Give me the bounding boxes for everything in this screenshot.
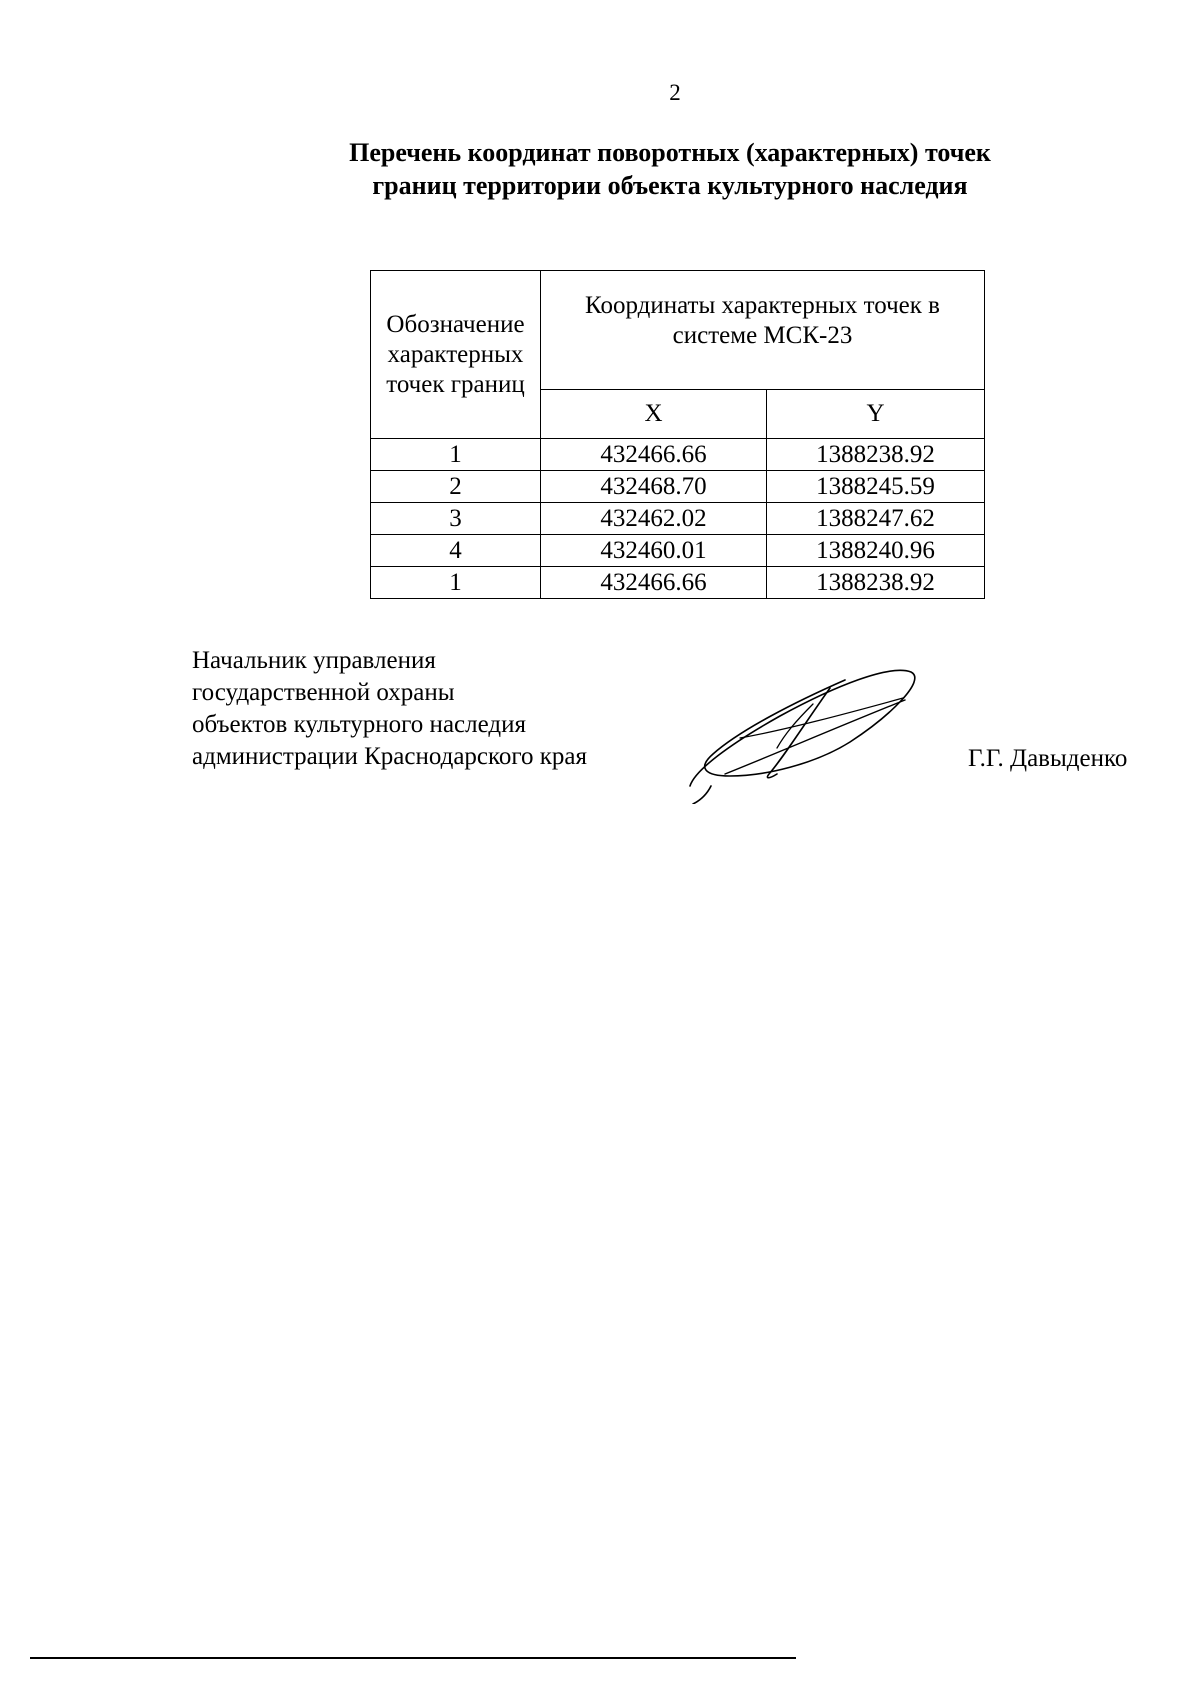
signatory-position xyxy=(192,645,587,773)
point-cell: 3 xyxy=(371,503,541,535)
y-cell: 1388238.92 xyxy=(767,567,985,599)
document-title xyxy=(300,136,1040,202)
header-designation-line: Обозначение xyxy=(386,310,525,338)
table-row xyxy=(371,535,985,567)
header-y: Y xyxy=(767,390,985,439)
signatory-position-line: Начальник управления xyxy=(192,647,436,674)
header-x: X xyxy=(541,390,767,439)
handwritten-signature xyxy=(685,658,925,804)
header-coordinates-line: системе МСК-23 xyxy=(672,322,853,349)
x-cell: 432468.70 xyxy=(541,471,767,503)
x-cell: 432466.66 xyxy=(541,439,767,471)
point-cell: 1 xyxy=(371,439,541,471)
title-line-1: Перечень координат поворотных (характерных) точек xyxy=(349,138,991,167)
x-cell: 432462.02 xyxy=(541,503,767,535)
header-point-designation xyxy=(371,271,541,439)
table-row xyxy=(371,439,985,471)
point-cell: 1 xyxy=(371,567,541,599)
header-coordinates xyxy=(541,271,985,390)
footer-divider xyxy=(30,1657,796,1659)
point-cell: 2 xyxy=(371,471,541,503)
page-number: 2 xyxy=(669,80,681,105)
header-designation-line: точек границ xyxy=(386,370,525,398)
signatory-position-line: государственной охраны xyxy=(192,679,455,706)
table-row xyxy=(371,471,985,503)
header-coordinates-line: Координаты характерных точек в xyxy=(585,292,940,319)
title-line-2: границ территории объекта культурного наследия xyxy=(372,171,968,200)
signatory-position-line: администрации Краснодарского края xyxy=(192,743,588,770)
table-row xyxy=(371,567,985,599)
x-cell: 432460.01 xyxy=(541,535,767,567)
signatory-position-line: объектов культурного наследия xyxy=(192,711,526,738)
coordinates-table xyxy=(370,270,985,599)
x-cell: 432466.66 xyxy=(541,567,767,599)
y-cell: 1388240.96 xyxy=(767,535,985,567)
y-cell: 1388245.59 xyxy=(767,471,985,503)
y-cell: 1388238.92 xyxy=(767,439,985,471)
signer-name: Г.Г. Давыденко xyxy=(968,745,1128,772)
header-designation-line: характерных xyxy=(387,340,524,368)
y-cell: 1388247.62 xyxy=(767,503,985,535)
table-row xyxy=(371,503,985,535)
point-cell: 4 xyxy=(371,535,541,567)
